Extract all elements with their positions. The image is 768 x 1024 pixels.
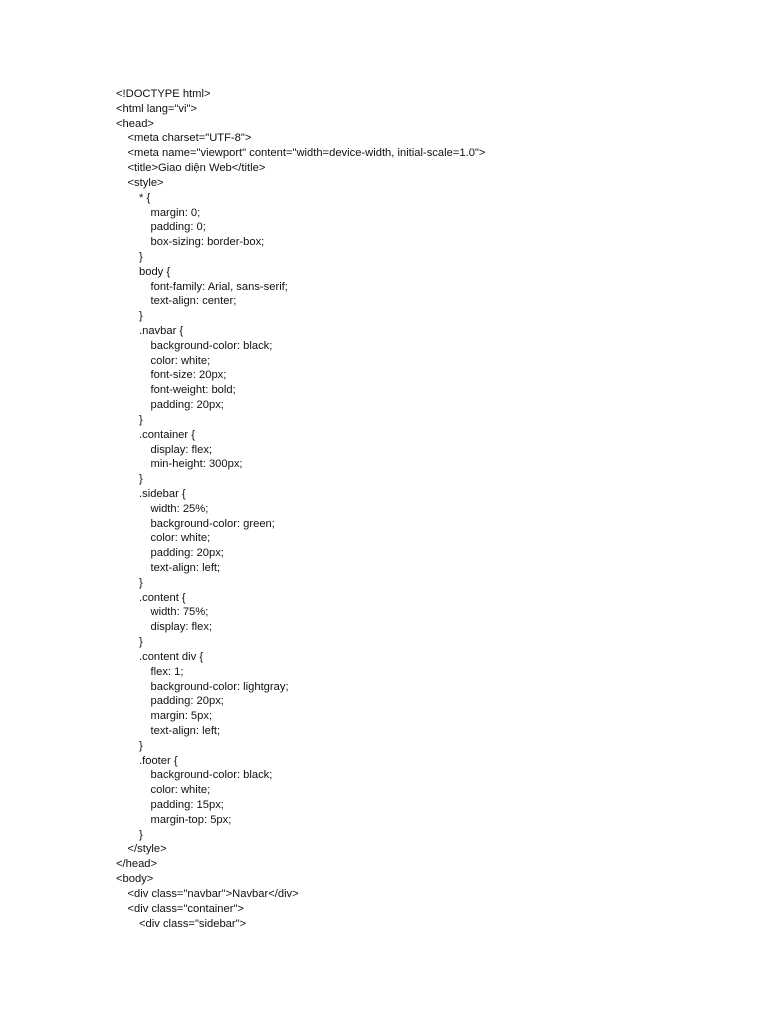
code-line: margin-top: 5px; <box>150 813 232 826</box>
code-line: </head> <box>116 858 158 871</box>
code-line: display: flex; <box>150 621 213 634</box>
code-line: <meta charset="UTF-8"> <box>127 132 252 145</box>
code-line: .content { <box>139 591 186 604</box>
code-line: color: white; <box>150 532 211 545</box>
code-line: * { <box>139 191 151 204</box>
code-line: margin: 5px; <box>150 710 213 723</box>
code-line: <style> <box>127 176 164 189</box>
code-line: .footer { <box>139 754 178 767</box>
code-line: <!DOCTYPE html> <box>116 88 211 100</box>
code-line: .content div { <box>139 650 204 663</box>
code-line: margin: 0; <box>150 206 201 219</box>
code-line: text-align: left; <box>150 724 221 737</box>
code-line: padding: 0; <box>150 221 206 234</box>
code-line: padding: 15px; <box>150 799 224 811</box>
code-line: background-color: green; <box>150 517 275 530</box>
code-line: background-color: black; <box>150 339 273 352</box>
code-line: </style> <box>127 843 167 856</box>
code-line: <head> <box>116 117 154 130</box>
code-line: color: white; <box>150 354 211 367</box>
code-line: } <box>139 310 143 323</box>
code-line: font-size: 20px; <box>150 369 227 382</box>
code-line: <meta name="viewport" content="width=device-width, initial-scale=1.0"> <box>127 147 486 160</box>
code-line: <div class="navbar">Navbar</div> <box>127 887 299 900</box>
code-line: box-sizing: border-box; <box>150 236 265 249</box>
code-line: body { <box>139 265 171 278</box>
code-line: .container { <box>139 428 195 441</box>
code-line: <body> <box>116 873 154 886</box>
code-line: font-weight: bold; <box>150 384 236 397</box>
code-line: .navbar { <box>139 325 184 337</box>
code-line: padding: 20px; <box>150 547 224 560</box>
code-line: padding: 20px; <box>150 695 224 708</box>
code-line: background-color: black; <box>150 769 273 782</box>
code-line: padding: 20px; <box>150 399 224 412</box>
code-line: flex: 1; <box>150 665 184 678</box>
code-line: display: flex; <box>150 443 213 456</box>
code-line: } <box>139 250 143 263</box>
code-line: } <box>139 739 143 752</box>
code-line: text-align: center; <box>150 295 237 308</box>
code-line: } <box>139 473 143 486</box>
code-line: width: 75%; <box>150 606 209 619</box>
code-line: color: white; <box>150 784 211 797</box>
code-line: .sidebar { <box>139 487 186 500</box>
code-line: background-color: lightgray; <box>150 680 289 693</box>
code-line: <div class="container"> <box>127 902 244 915</box>
code-line: min-height: 300px; <box>150 458 243 471</box>
code-line: <title>Giao diện Web</title> <box>127 162 266 175</box>
code-line: <div class="sidebar"> <box>139 917 247 930</box>
code-line: } <box>139 828 143 841</box>
code-line: } <box>139 413 143 426</box>
code-line: } <box>139 576 143 589</box>
code-line: <html lang="vi"> <box>116 102 198 115</box>
code-listing <box>116 87 736 931</box>
code-line: width: 25%; <box>150 502 209 515</box>
code-line: font-family: Arial, sans-serif; <box>150 280 288 293</box>
code-line: } <box>139 636 143 649</box>
code-line: text-align: left; <box>150 562 221 574</box>
